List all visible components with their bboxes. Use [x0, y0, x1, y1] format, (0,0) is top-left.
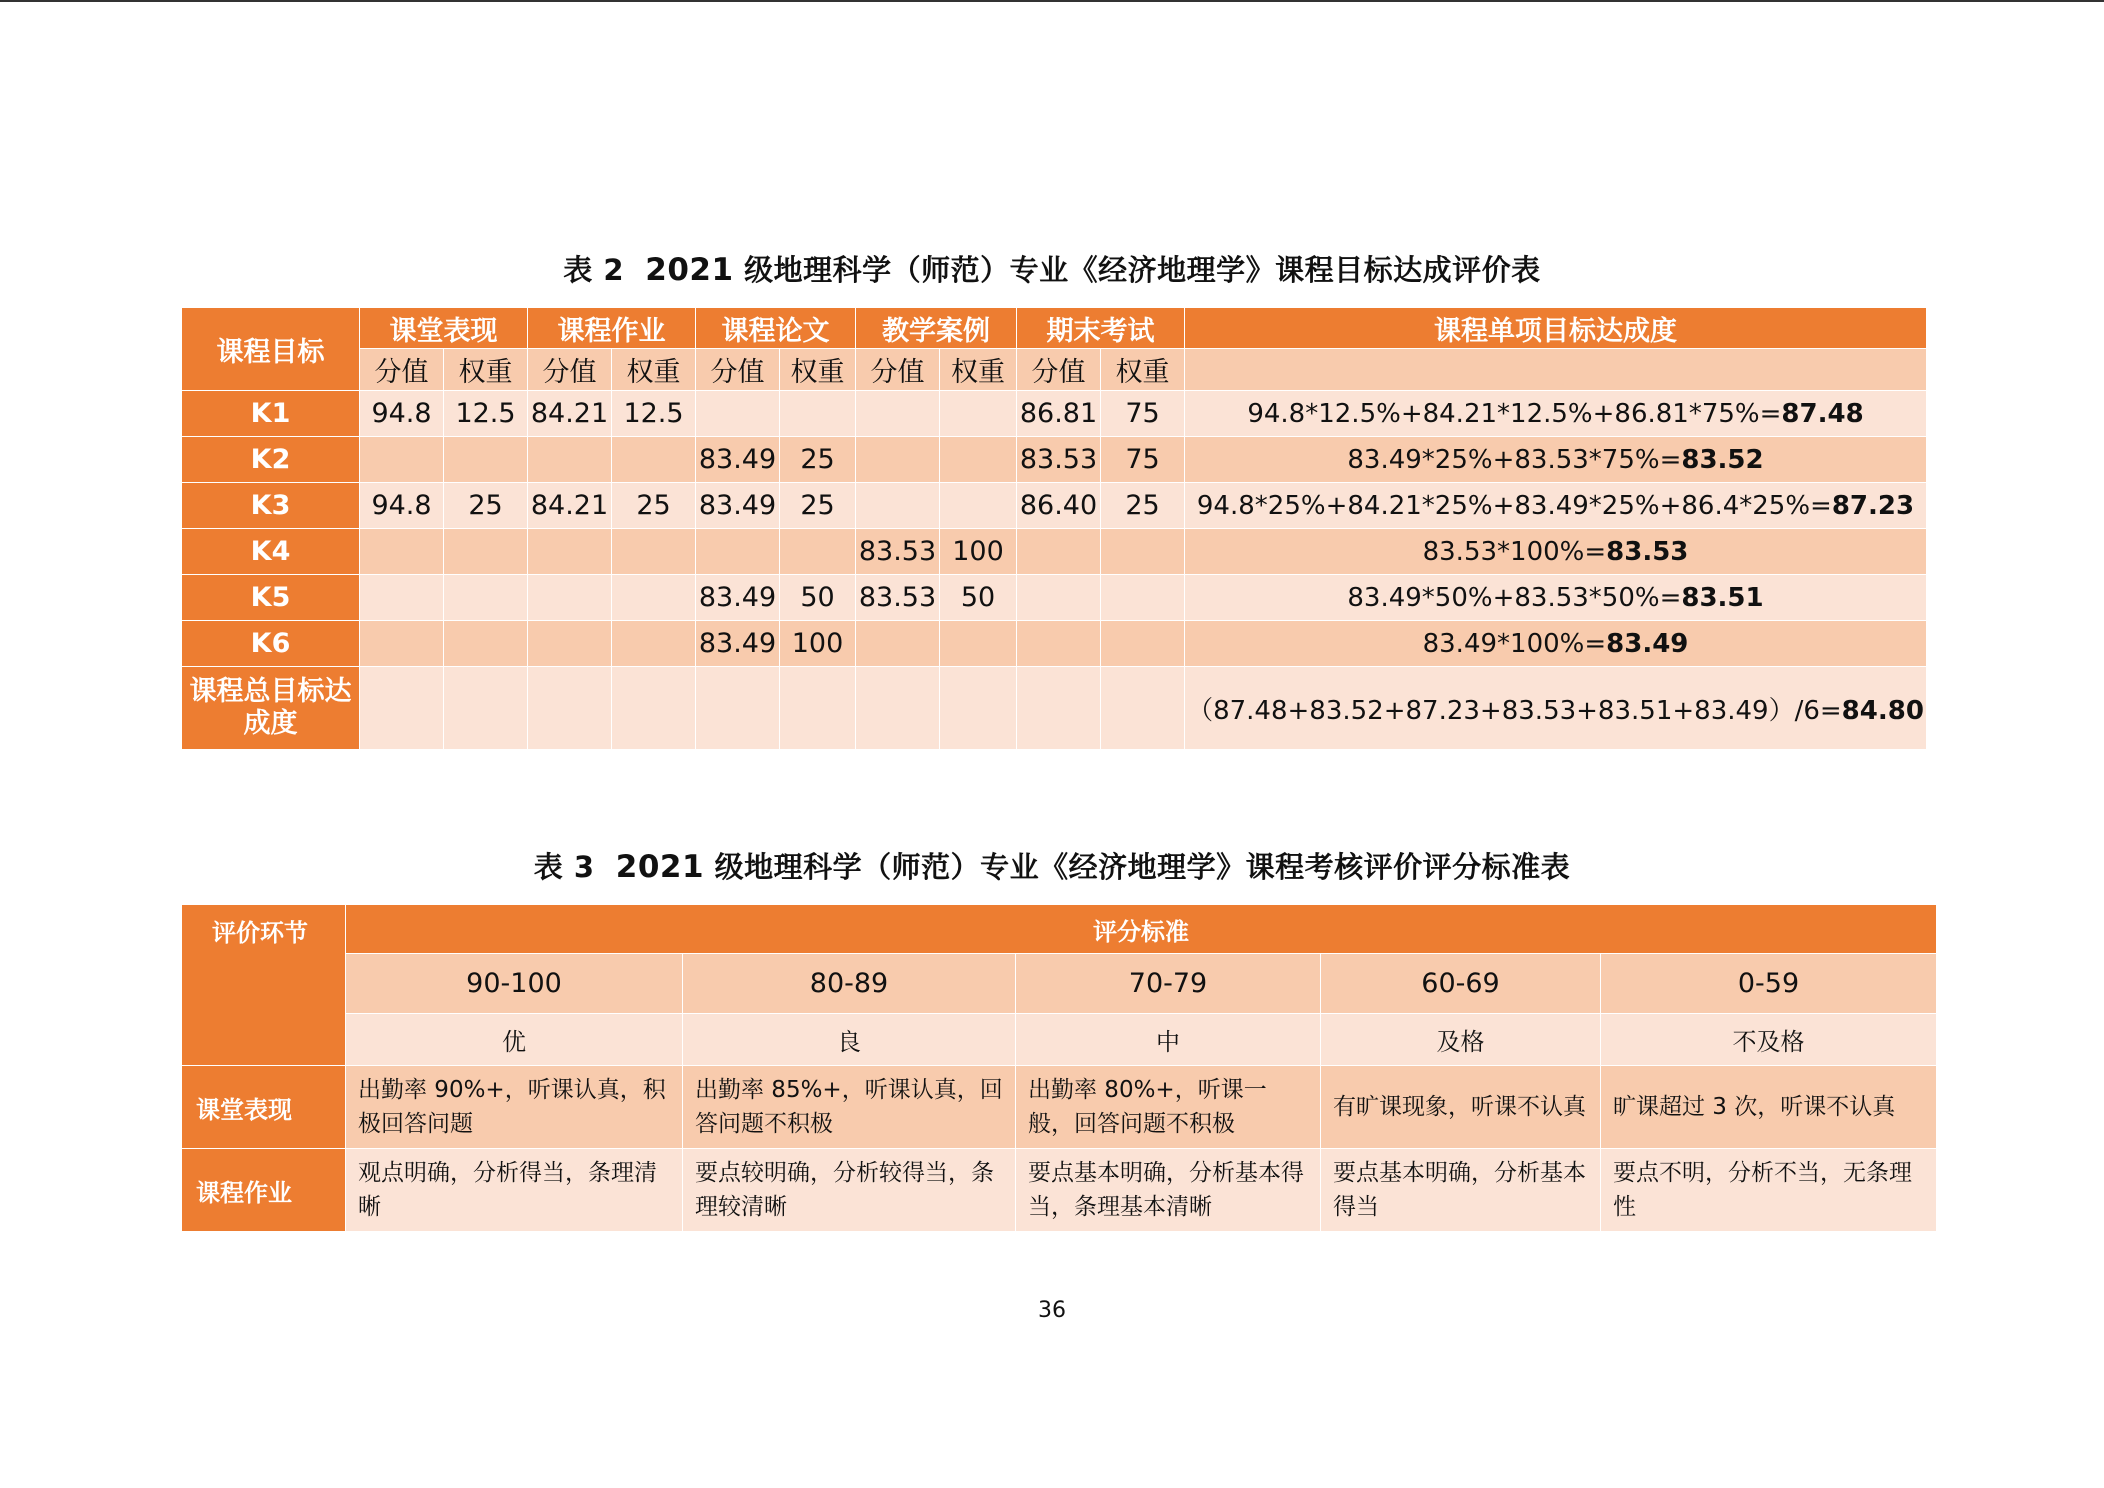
total-empty-cell [444, 667, 528, 750]
total-empty-cell [612, 667, 696, 750]
weight-cell [940, 483, 1017, 529]
score-cell [856, 391, 940, 437]
range-cell: 70-79 [1016, 954, 1321, 1014]
row-label: 课堂表现 [182, 1066, 346, 1149]
criteria-cell: 出勤率 80%+，听课一般，回答问题不积极 [1016, 1066, 1321, 1149]
score-cell [360, 621, 444, 667]
formula-result: 87.48 [1781, 398, 1864, 429]
score-cell: 94.8 [360, 391, 444, 437]
weight-cell: 50 [940, 575, 1017, 621]
table2-row [182, 437, 1927, 483]
formula-cell [1185, 437, 1927, 483]
score-cell: 83.53 [856, 575, 940, 621]
formula-text: 94.8*25%+84.21*25%+83.49*25%+86.4*25%= [1196, 490, 1832, 521]
header-criteria: 评分标准 [346, 905, 1937, 954]
score-cell: 83.49 [696, 621, 780, 667]
range-cell: 90-100 [346, 954, 683, 1014]
criteria-cell: 要点不明，分析不当，无条理性 [1601, 1149, 1937, 1232]
subheader-weight: 权重 [1101, 349, 1185, 391]
criteria-cell: 出勤率 90%+，听课认真，积极回答问题 [346, 1066, 683, 1149]
row-goal-id: K5 [182, 575, 360, 621]
score-cell [1017, 621, 1101, 667]
score-cell: 83.49 [696, 483, 780, 529]
weight-cell: 12.5 [444, 391, 528, 437]
subheader-score: 分值 [856, 349, 940, 391]
score-cell: 83.49 [696, 437, 780, 483]
table2-body [182, 391, 1927, 667]
weight-cell: 25 [612, 483, 696, 529]
table3-range-row [182, 954, 1937, 1014]
top-border-line [0, 0, 2104, 2]
weight-cell: 75 [1101, 437, 1185, 483]
score-cell [360, 437, 444, 483]
weight-cell [780, 529, 856, 575]
total-empty-cell [856, 667, 940, 750]
score-cell [856, 437, 940, 483]
weight-cell [940, 621, 1017, 667]
header-group: 期末考试 [1017, 308, 1185, 349]
formula-cell [1185, 621, 1927, 667]
weight-cell: 25 [444, 483, 528, 529]
weight-cell: 100 [780, 621, 856, 667]
score-cell [696, 391, 780, 437]
weight-cell [940, 391, 1017, 437]
header-group: 教学案例 [856, 308, 1017, 349]
score-cell [528, 575, 612, 621]
page-number: 36 [1038, 1298, 1066, 1323]
score-cell [1017, 529, 1101, 575]
total-formula: （87.48+83.52+87.23+83.53+83.51+83.49）/6= [1187, 695, 1842, 726]
score-cell [856, 621, 940, 667]
table2-header-row [182, 308, 1927, 349]
criteria-cell: 出勤率 85%+，听课认真，回答问题不积极 [683, 1066, 1016, 1149]
table3-caption [0, 845, 2104, 886]
criteria-cell: 要点较明确，分析较得当，条理较清晰 [683, 1149, 1016, 1232]
range-cell: 60-69 [1321, 954, 1601, 1014]
formula-cell [1185, 529, 1927, 575]
subheader-score: 分值 [696, 349, 780, 391]
score-cell [696, 529, 780, 575]
table3-scoring-standard [181, 904, 1937, 1232]
weight-cell: 25 [780, 437, 856, 483]
total-label [182, 667, 360, 750]
criteria-cell: 旷课超过 3 次，听课不认真 [1601, 1066, 1937, 1149]
table3-header-row [182, 905, 1937, 954]
row-goal-id: K3 [182, 483, 360, 529]
formula-cell [1185, 391, 1927, 437]
header-corner: 评价环节 [182, 905, 346, 1066]
criteria-cell: 有旷课现象，听课不认真 [1321, 1066, 1601, 1149]
row-goal-id: K6 [182, 621, 360, 667]
weight-cell [780, 391, 856, 437]
total-empty-cell [360, 667, 444, 750]
total-label-line1: 课程总目标达 [189, 676, 352, 707]
header-group: 课堂表现 [360, 308, 528, 349]
table2-caption-text: 级地理科学（师范）专业《经济地理学》课程目标达成评价表 [744, 253, 1541, 287]
grade-cell: 良 [683, 1014, 1016, 1066]
table2-caption-prefix: 表 2 [563, 253, 625, 287]
table2-total-row [182, 667, 1927, 750]
formula-cell [1185, 575, 1927, 621]
total-empty-cell [696, 667, 780, 750]
formula-result: 83.49 [1606, 628, 1689, 659]
criteria-cell: 观点明确，分析得当，条理清晰 [346, 1149, 683, 1232]
row-label: 课程作业 [182, 1149, 346, 1232]
weight-cell [444, 529, 528, 575]
grade-cell: 中 [1016, 1014, 1321, 1066]
table3-caption-prefix: 表 3 [533, 850, 595, 884]
row-goal-id: K4 [182, 529, 360, 575]
weight-cell: 12.5 [612, 391, 696, 437]
formula-cell [1185, 483, 1927, 529]
weight-cell [612, 529, 696, 575]
formula-text: 83.49*50%+83.53*50%= [1347, 582, 1682, 613]
subheader-weight: 权重 [940, 349, 1017, 391]
subheader-empty [1185, 349, 1927, 391]
weight-cell [444, 575, 528, 621]
weight-cell [444, 437, 528, 483]
table2-subheader-row [182, 349, 1927, 391]
subheader-weight: 权重 [612, 349, 696, 391]
header-achievement: 课程单项目标达成度 [1185, 308, 1927, 349]
total-empty-cell [528, 667, 612, 750]
table3-row-classroom [182, 1066, 1937, 1149]
score-cell [360, 575, 444, 621]
score-cell: 86.81 [1017, 391, 1101, 437]
grade-cell: 及格 [1321, 1014, 1601, 1066]
table3-caption-text: 级地理科学（师范）专业《经济地理学》课程考核评价评分标准表 [714, 850, 1571, 884]
table2-caption-year: 2021 [645, 252, 734, 288]
formula-result: 83.53 [1606, 536, 1689, 567]
table2-row [182, 575, 1927, 621]
score-cell: 83.53 [856, 529, 940, 575]
range-cell: 0-59 [1601, 954, 1937, 1014]
formula-result: 87.23 [1831, 490, 1915, 521]
score-cell: 83.53 [1017, 437, 1101, 483]
total-empty-cell [780, 667, 856, 750]
subheader-weight: 权重 [780, 349, 856, 391]
formula-text: 94.8*12.5%+84.21*12.5%+86.81*75%= [1247, 398, 1782, 429]
table2-row [182, 529, 1927, 575]
total-formula-cell [1185, 667, 1927, 750]
score-cell [528, 529, 612, 575]
score-cell [856, 483, 940, 529]
criteria-cell: 要点基本明确，分析基本得当，条理基本清晰 [1016, 1149, 1321, 1232]
weight-cell [612, 621, 696, 667]
criteria-cell: 要点基本明确，分析基本得当 [1321, 1149, 1601, 1232]
formula-text: 83.53*100%= [1422, 536, 1607, 567]
subheader-score: 分值 [360, 349, 444, 391]
formula-result: 83.51 [1681, 582, 1764, 613]
table2-row [182, 483, 1927, 529]
row-goal-id: K1 [182, 391, 360, 437]
score-cell [528, 621, 612, 667]
grade-cell: 优 [346, 1014, 683, 1066]
grade-cell: 不及格 [1601, 1014, 1937, 1066]
header-group: 课程论文 [696, 308, 856, 349]
weight-cell [612, 575, 696, 621]
table2-row [182, 621, 1927, 667]
formula-result: 83.52 [1681, 444, 1764, 475]
formula-text: 83.49*100%= [1422, 628, 1607, 659]
subheader-score: 分值 [528, 349, 612, 391]
weight-cell [940, 437, 1017, 483]
total-empty-cell [1101, 667, 1185, 750]
score-cell: 84.21 [528, 483, 612, 529]
weight-cell: 100 [940, 529, 1017, 575]
weight-cell: 75 [1101, 391, 1185, 437]
score-cell [1017, 575, 1101, 621]
weight-cell [1101, 621, 1185, 667]
weight-cell: 25 [780, 483, 856, 529]
score-cell: 94.8 [360, 483, 444, 529]
weight-cell [1101, 529, 1185, 575]
total-empty-cell [1017, 667, 1101, 750]
score-cell: 86.40 [1017, 483, 1101, 529]
row-goal-id: K2 [182, 437, 360, 483]
range-cell: 80-89 [683, 954, 1016, 1014]
formula-text: 83.49*25%+83.53*75%= [1347, 444, 1682, 475]
weight-cell [1101, 575, 1185, 621]
weight-cell [444, 621, 528, 667]
header-group: 课程作业 [528, 308, 696, 349]
score-cell: 84.21 [528, 391, 612, 437]
total-label-line2: 成度 [243, 708, 298, 739]
table3-caption-year: 2021 [615, 849, 705, 885]
weight-cell [612, 437, 696, 483]
score-cell [528, 437, 612, 483]
weight-cell: 50 [780, 575, 856, 621]
subheader-score: 分值 [1017, 349, 1101, 391]
score-cell [360, 529, 444, 575]
total-empty-cell [940, 667, 1017, 750]
table2-row [182, 391, 1927, 437]
header-goal: 课程目标 [182, 308, 360, 391]
table3-grade-row [182, 1014, 1937, 1066]
table2-caption [0, 248, 2104, 289]
score-cell: 83.49 [696, 575, 780, 621]
table3-row-homework [182, 1149, 1937, 1232]
subheader-weight: 权重 [444, 349, 528, 391]
weight-cell: 25 [1101, 483, 1185, 529]
table2-goal-achievement [181, 307, 1927, 750]
total-result: 84.80 [1841, 695, 1924, 726]
